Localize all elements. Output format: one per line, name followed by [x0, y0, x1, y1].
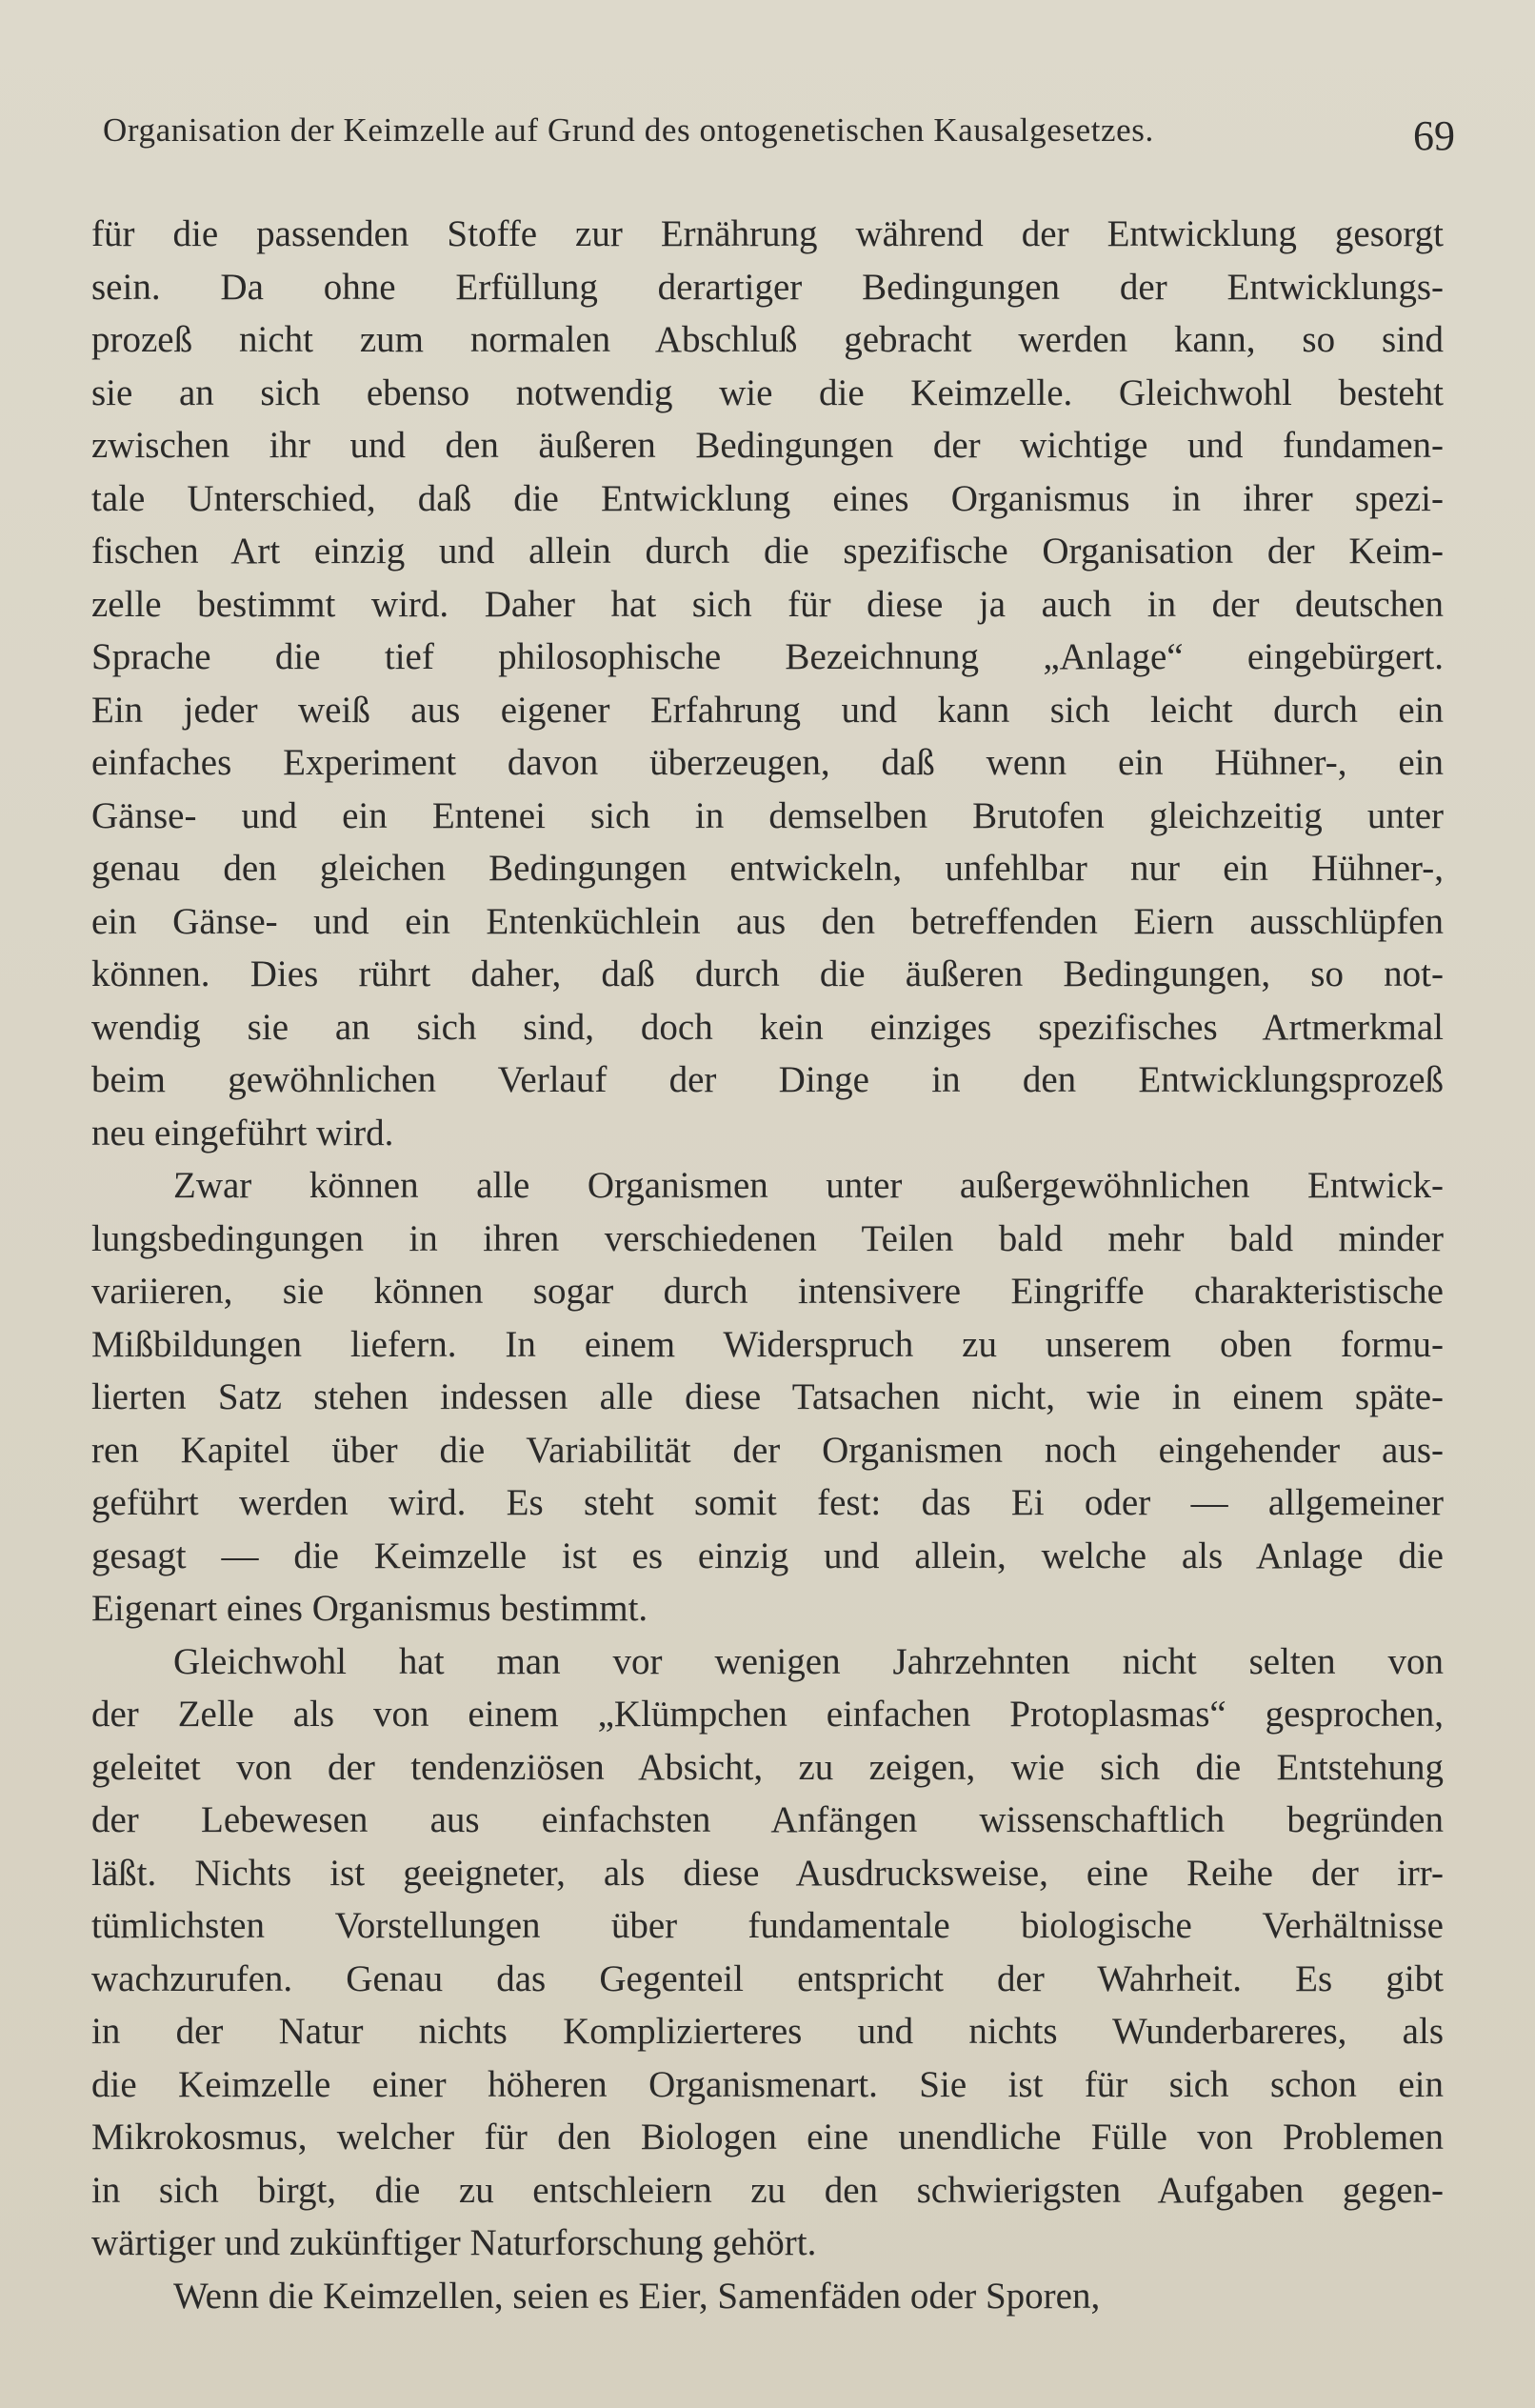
text-line: der Lebewesen aus einfachsten Anfängen wissenschaftlich begründen — [91, 1799, 1444, 1840]
text-line: lungsbedingungen in ihren verschiedenen Teilen bald mehr bald minder — [91, 1217, 1444, 1259]
text-line: einfaches Experiment davon überzeugen, daß wenn ein Hühner-, ein — [91, 742, 1444, 783]
text-line: läßt. Nichts ist geeigneter, als diese Ausdrucksweise, eine Reihe der irr- — [91, 1852, 1444, 1894]
text-line: prozeß nicht zum normalen Abschluß gebracht werden kann, so sind — [91, 319, 1444, 360]
text-line: Mißbildungen liefern. In einem Widerspruch zu unserem oben formu- — [91, 1323, 1444, 1365]
text-line: wendig sie an sich sind, doch kein einziges spezifisches Artmerkmal — [91, 1006, 1444, 1048]
text-line: wärtiger und zukünftiger Naturforschung gehört. — [91, 2222, 817, 2263]
text-line: Eigenart eines Organismus bestimmt. — [91, 1588, 648, 1629]
text-line: der Zelle als von einem „Klümpchen einfachen Protoplasmas“ gesprochen, — [91, 1694, 1444, 1735]
text-line: gesagt — die Keimzelle ist es einzig und allein, welche als Anlage die — [91, 1535, 1444, 1576]
text-line: Gänse- und ein Entenei sich in demselben Brutofen gleichzeitig unter — [91, 794, 1444, 836]
page-header — [103, 107, 1455, 164]
text-line: die Keimzelle einer höheren Organismenart. Sie ist für sich schon ein — [91, 2063, 1444, 2105]
body-text — [91, 208, 1444, 2322]
text-line: Gleichwohl hat man vor wenigen Jahrzehnten nicht selten von — [173, 1640, 1444, 1682]
text-line: Ein jeder weiß aus eigener Erfahrung und kann sich leicht durch ein — [91, 689, 1444, 731]
text-line: Sprache die tief philosophische Bezeichnung „Anlage“ eingebürgert. — [91, 636, 1444, 677]
text-line: ein Gänse- und ein Entenküchlein aus den betreffenden Eiern ausschlüpfen — [91, 900, 1444, 942]
text-line: tümlichsten Vorstellungen über fundamentale biologische Verhältnisse — [91, 1905, 1444, 1946]
text-line: wachzurufen. Genau das Gegenteil entspricht der Wahrheit. Es gibt — [91, 1957, 1444, 1999]
text-line: beim gewöhnlichen Verlauf der Dinge in den Entwicklungsprozeß — [91, 1059, 1444, 1100]
text-line: zwischen ihr und den äußeren Bedingungen der wichtige und fundamen- — [91, 425, 1444, 466]
text-line: neu eingeführt wird. — [91, 1112, 394, 1154]
text-line: sein. Da ohne Erfüllung derartiger Bedingungen der Entwicklungs- — [91, 266, 1444, 308]
text-line: variieren, sie können sogar durch intensivere Eingriffe charakteristische — [91, 1271, 1444, 1312]
text-line: für die passenden Stoffe zur Ernährung während der Entwicklung gesorgt — [91, 213, 1444, 254]
text-line: in sich birgt, die zu entschleiern zu den schwierigsten Aufgaben gegen- — [91, 2169, 1444, 2211]
text-line: lierten Satz stehen indessen alle diese Tatsachen nicht, wie in einem späte- — [91, 1376, 1444, 1417]
paragraph — [91, 1159, 1444, 1635]
text-line: ren Kapitel über die Variabilität der Organismen noch eingehender aus- — [91, 1429, 1444, 1471]
running-head: Organisation der Keimzelle auf Grund des ontogenetischen Kausalgesetzes. — [103, 111, 1154, 149]
text-line: zelle bestimmt wird. Daher hat sich für diese ja auch in der deutschen — [91, 583, 1444, 625]
text-line: geführt werden wird. Es steht somit fest: das Ei oder — allgemeiner — [91, 1482, 1444, 1523]
text-line: Mikrokosmus, welcher für den Biologen eine unendliche Fülle von Problemen — [91, 2117, 1444, 2157]
text-line: in der Natur nichts Komplizierteres und nichts Wunderbareres, als — [91, 2011, 1444, 2052]
paragraph — [91, 1635, 1444, 2270]
text-line: sie an sich ebenso notwendig wie die Keimzelle. Gleichwohl besteht — [91, 371, 1444, 413]
text-line: genau den gleichen Bedingungen entwickeln, unfehlbar nur ein Hühner-, — [91, 848, 1444, 889]
text-line: Wenn die Keimzellen, seien es Eier, Samenfäden oder Sporen, — [173, 2275, 1101, 2317]
paragraph — [91, 2270, 1444, 2323]
page-number: 69 — [1413, 112, 1455, 159]
text-line: geleitet von der tendenziösen Absicht, zu zeigen, wie sich die Entstehung — [91, 1746, 1444, 1788]
text-line: Zwar können alle Organismen unter außergewöhnlichen Entwick- — [173, 1165, 1444, 1206]
text-line: fischen Art einzig und allein durch die spezifische Organisation der Keim- — [91, 531, 1444, 572]
text-line: tale Unterschied, daß die Entwicklung eines Organismus in ihrer spezi- — [91, 477, 1444, 519]
text-line: können. Dies rührt daher, daß durch die äußeren Bedingungen, so not- — [91, 953, 1444, 994]
paragraph — [91, 208, 1444, 1159]
